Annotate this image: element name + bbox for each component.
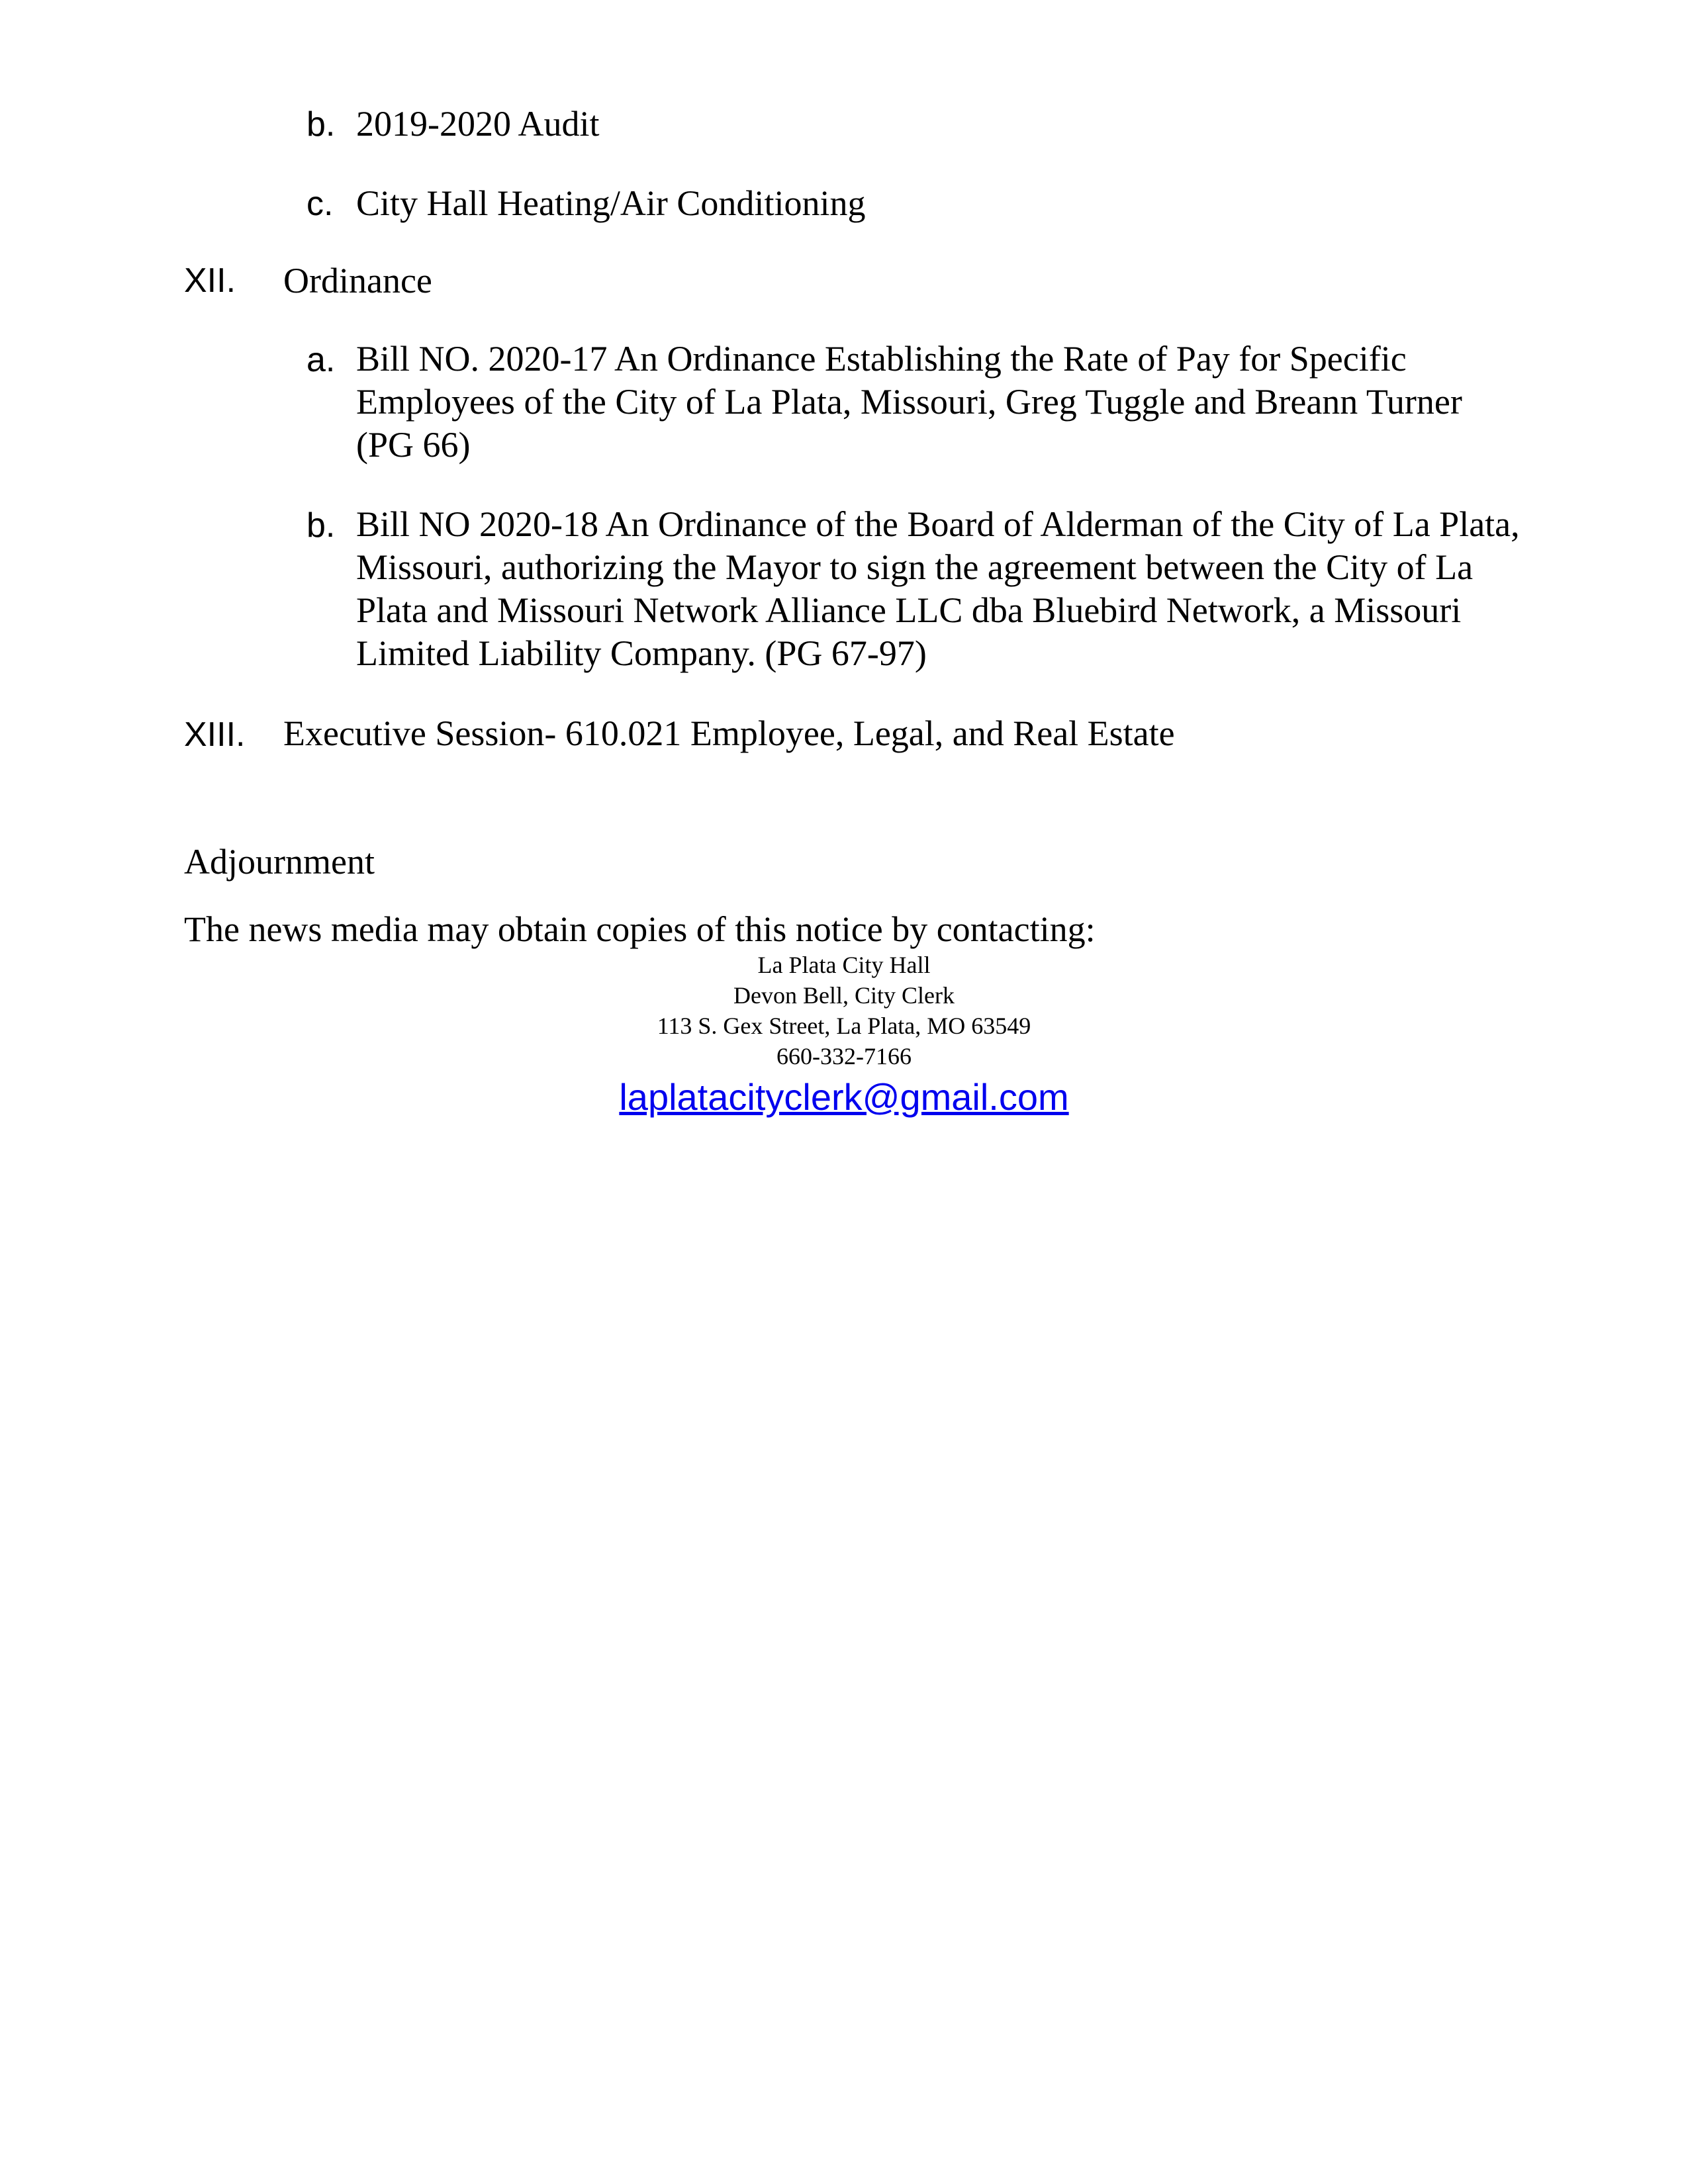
item-text-line: Limited Liability Company. (PG 67-97) <box>356 633 927 673</box>
item-text-line: Bill NO. 2020-17 An Ordinance Establishing the Rate of Pay for Specific <box>356 339 1407 379</box>
item-text-line: (PG 66) <box>356 425 471 465</box>
contact-office: La Plata City Hall <box>757 952 931 978</box>
contact-phone: 660-332-7166 <box>776 1043 912 1069</box>
item-marker: a. <box>306 341 336 379</box>
contact-address: 113 S. Gex Street, La Plata, MO 63549 <box>657 1013 1031 1039</box>
contact-clerk: Devon Bell, City Clerk <box>733 982 955 1009</box>
section-title: Ordinance <box>283 261 432 300</box>
section-numeral: XIII. <box>184 715 246 754</box>
item-text: 2019-2020 Audit <box>356 104 600 144</box>
section-numeral: XII. <box>184 261 236 300</box>
item-marker: b. <box>306 506 336 545</box>
adjournment-heading: Adjournment <box>184 842 375 882</box>
contact-email-row <box>0 1076 1688 1118</box>
item-text: City Hall Heating/Air Conditioning <box>356 183 866 223</box>
item-text-line: Plata and Missouri Network Alliance LLC dba Bluebird Network, a Missouri <box>356 590 1462 630</box>
notice-intro: The news media may obtain copies of this notice by contacting: <box>184 909 1096 949</box>
item-marker: b. <box>306 105 336 144</box>
item-text-line: Employees of the City of La Plata, Missouri, Greg Tuggle and Breann Turner <box>356 382 1462 422</box>
item-text-line: Missouri, authorizing the Mayor to sign the agreement between the City of La <box>356 547 1474 587</box>
contact-email-link[interactable]: laplatacityclerk@gmail.com <box>619 1076 1069 1118</box>
item-text-line: Bill NO 2020-18 An Ordinance of the Board of Alderman of the City of La Plata, <box>356 504 1520 544</box>
section-title: Executive Session- 610.021 Employee, Legal, and Real Estate <box>283 713 1175 753</box>
item-marker: c. <box>306 185 334 223</box>
